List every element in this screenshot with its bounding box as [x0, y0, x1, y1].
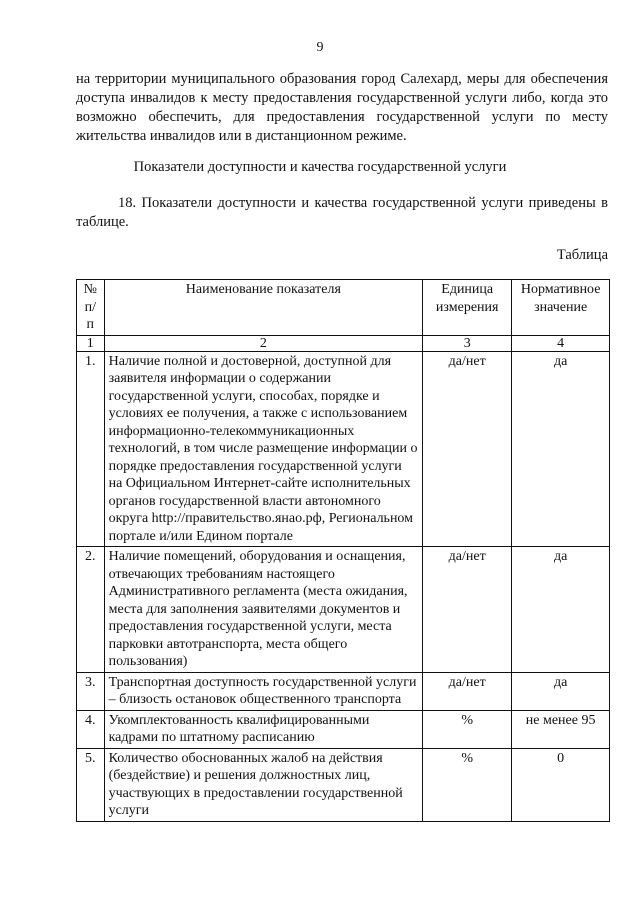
indicators-table: [76, 279, 610, 822]
row-norm: 0: [512, 748, 610, 821]
row-name: Наличие помещений, оборудования и оснащения, отвечающих требованиям настоящего Административного регламента (места ожидания, места для заполнения заявителями документов и предоставления государственной услуги, места парковки автотранспорта, места общего пользования): [104, 547, 423, 673]
intro-paragraph: на территории муниципального образования город Салехард, меры для обеспечения доступа инвалидов к месту предоставления государственной услуги либо, когда это возможно обеспечить, для предоставления государственной услуги по месту жительства инвалидов или в дистанционном режиме.: [76, 71, 608, 144]
column-index: 4: [512, 335, 610, 351]
row-unit: да/нет: [423, 672, 512, 710]
row-norm: да: [512, 672, 610, 710]
column-index-row: [77, 335, 610, 351]
row-num: 2.: [77, 547, 105, 673]
paragraph-18: 18. Показатели доступности и качества государственной услуги приведены в таблице.: [76, 195, 608, 230]
column-index: 3: [423, 335, 512, 351]
row-unit: да/нет: [423, 351, 512, 547]
header-num: № п/п: [77, 280, 105, 336]
row-num: 5.: [77, 748, 105, 821]
row-name: Наличие полной и достоверной, доступной для заявителя информации о содержании государственной услуги, способах, порядке и условиях ее получения, а также с использованием информационно-телекоммуникационных технологий, в том числе размещение информации о порядке предоставления государственной услуги на Официальном Интернет-сайте исполнительных органов государственной власти автономного округа http://правительство.янао.рф, Региональном портале и/или Едином портале: [104, 351, 423, 547]
table-row: [77, 672, 610, 710]
row-norm: да: [512, 351, 610, 547]
table-label: Таблица: [556, 247, 608, 263]
page-number: 9: [316, 40, 324, 55]
row-name: Укомплектованность квалифицированными кадрами по штатному расписанию: [104, 710, 423, 748]
row-name: Транспортная доступность государственной услуги – близость остановок общественного транспорта: [104, 672, 423, 710]
column-index: 2: [104, 335, 423, 351]
header-unit: Единица измерения: [423, 280, 512, 336]
table-row: [77, 748, 610, 821]
table-row: [77, 710, 610, 748]
row-unit: %: [423, 748, 512, 821]
row-name: Количество обоснованных жалоб на действия (бездействие) и решения должностных лиц, участвующих в предоставлении государственной услуги: [104, 748, 423, 821]
row-unit: да/нет: [423, 547, 512, 673]
row-norm: не менее 95: [512, 710, 610, 748]
row-num: 1.: [77, 351, 105, 547]
header-name: Наименование показателя: [104, 280, 423, 336]
table-header-row: [77, 280, 610, 336]
header-norm: Нормативное значение: [512, 280, 610, 336]
row-unit: %: [423, 710, 512, 748]
table-row: [77, 351, 610, 547]
column-index: 1: [77, 335, 105, 351]
table-row: [77, 547, 610, 673]
row-num: 4.: [77, 710, 105, 748]
section-title: Показатели доступности и качества государственной услуги: [133, 159, 507, 175]
row-num: 3.: [77, 672, 105, 710]
row-norm: да: [512, 547, 610, 673]
